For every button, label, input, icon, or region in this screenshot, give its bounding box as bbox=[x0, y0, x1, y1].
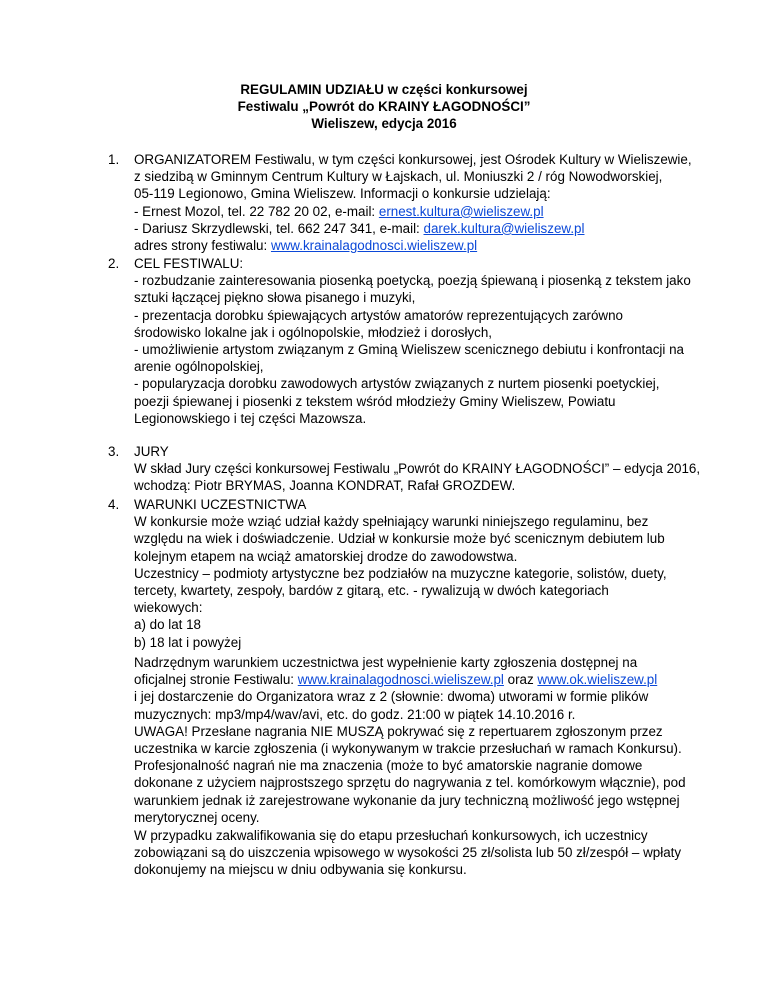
email-link-darek[interactable]: darek.kultura@wieliszew.pl bbox=[423, 220, 585, 236]
text-line: wiekowych: bbox=[134, 600, 203, 616]
text-line: merytorycznej oceny. bbox=[134, 809, 260, 825]
ok-website-link[interactable]: www.ok.wieliszew.pl bbox=[537, 672, 658, 688]
section-number: 2. bbox=[108, 256, 120, 271]
document-subtitle: Festiwalu „Powrót do KRAINY ŁAGODNOŚCI” bbox=[237, 99, 531, 114]
text-line: z siedzibą w Gminnym Centrum Kultury w Łajskach, ul. Moniuszki 2 / róg Nowodworskiej, bbox=[134, 169, 663, 185]
website-label: adres strony festiwalu: bbox=[134, 238, 271, 254]
website-line bbox=[134, 237, 714, 254]
text-line: środowisko lokalne jak i ogólnopolskie, młodzież i dorosłych, bbox=[134, 324, 493, 340]
document-edition: Wieliszew, edycja 2016 bbox=[311, 116, 457, 131]
text-line: b) 18 lat i powyżej bbox=[134, 634, 242, 650]
text-line: warunkiem jednak iż zarejestrowane wykonanie da jury techniczną możliwość jego wstępnej bbox=[134, 792, 680, 808]
text-line: Nadrzędnym warunkiem uczestnictwa jest wypełnienie karty zgłoszenia dostępnej na bbox=[134, 655, 638, 670]
email-link-ernest[interactable]: ernest.kultura@wieliszew.pl bbox=[378, 203, 544, 219]
text-line: W przypadku zakwalifikowania się do etapu przesłuchań konkursowych, ich uczestnicy bbox=[134, 828, 648, 843]
section-organizer bbox=[134, 151, 714, 254]
links-line bbox=[134, 671, 714, 688]
text-line: Profesjonalność nagrań nie ma znaczenia (może to być amatorskie nagranie domowe bbox=[134, 758, 643, 774]
text-line: sztuki łączącej piękno słowa pisanego i muzyki, bbox=[134, 290, 416, 306]
text-line: arenie ogólnopolskiej, bbox=[134, 359, 264, 375]
text-line: W konkursie może wziąć udział każdy spełniający warunki niniejszego regulaminu, bez bbox=[134, 514, 649, 530]
text-span: oficjalnej stronie Festiwalu: bbox=[134, 672, 298, 688]
text-line: tercety, kwartety, zespoły, bardów z gitarą, etc. - rywalizują w dwóch kategoriach bbox=[134, 583, 609, 599]
text-line: WARUNKI UCZESTNICTWA bbox=[134, 497, 307, 512]
contact-text: - Ernest Mozol, tel. 22 782 20 02, e-mail: bbox=[134, 203, 379, 219]
text-line: - umożliwienie artystom związanym z Gminą Wieliszew scenicznego debiutu i konfrontacji na bbox=[134, 342, 684, 358]
text-line: dokonane z użyciem najprostszego sprzętu do nagrywania z tel. komórkowym włącznie), pod bbox=[134, 775, 686, 791]
text-line: a) do lat 18 bbox=[134, 617, 201, 633]
text-line: wchodzą: Piotr BRYMAS, Joanna KONDRAT, Rafał GROZDEW. bbox=[134, 478, 516, 494]
section-conditions bbox=[134, 496, 714, 651]
text-line: poezji śpiewanej i piosenki z tekstem wśród młodzieży Gminy Wieliszew, Powiatu bbox=[134, 393, 616, 409]
text-line: uczestnika w karcie zgłoszenia (i wykonywanym w trakcie przesłuchań w ramach Konkursu). bbox=[134, 741, 682, 757]
text-line: kolejnym etapem na wciąż amatorskiej drodze do zawodowstwa. bbox=[134, 548, 518, 564]
text-span: oraz bbox=[503, 672, 538, 688]
section-number: 3. bbox=[108, 444, 120, 459]
contact-line bbox=[134, 220, 714, 237]
text-line: ORGANIZATOREM Festiwalu, w tym części konkursowej, jest Ośrodek Kultury w Wieliszewie, bbox=[134, 152, 692, 167]
text-line: JURY bbox=[134, 444, 169, 459]
festival-website-link[interactable]: www.krainalagodnosci.wieliszew.pl bbox=[270, 238, 478, 254]
contact-text: - Dariusz Skrzydlewski, tel. 662 247 341, e-mail: bbox=[134, 220, 424, 236]
conditions-paragraph-3 bbox=[134, 827, 714, 879]
text-line: względu na wiek i doświadczenie. Udział w konkursie może być scenicznym debiutem lub bbox=[134, 531, 665, 547]
section-jury bbox=[134, 443, 714, 495]
text-line: - rozbudzanie zainteresowania piosenką poetycką, poezją śpiewaną i piosenką z tekstem jako bbox=[134, 273, 691, 289]
text-line: dokonujemy na miejscu w dniu odbywania się konkursu. bbox=[134, 862, 467, 878]
text-line: CEL FESTIWALU: bbox=[134, 256, 244, 271]
text-line: Uczestnicy – podmioty artystyczne bez podziałów na muzyczne kategorie, solistów, duety, bbox=[134, 565, 667, 581]
text-line: W skład Jury części konkursowej Festiwalu „Powrót do KRAINY ŁAGODNOŚCI” – edycja 2016, bbox=[134, 461, 701, 477]
text-line: zobowiązani są do uiszczenia wpisowego w wysokości 25 zł/solista lub 50 zł/zespół – wpłaty bbox=[134, 845, 682, 861]
text-line: UWAGA! Przesłane nagrania NIE MUSZĄ pokrywać się z repertuarem zgłoszonym przez bbox=[134, 723, 663, 739]
text-line: muzycznych: mp3/mp4/wav/avi, etc. do godz. 21:00 w piątek 14.10.2016 r. bbox=[134, 706, 576, 722]
text-line: - prezentacja dorobku śpiewających artystów amatorów reprezentujących zarówno bbox=[134, 307, 623, 323]
document-title: REGULAMIN UDZIAŁU w części konkursowej bbox=[240, 82, 528, 97]
text-line: 05-119 Legionowo, Gmina Wieliszew. Informacji o konkursie udzielają: bbox=[134, 186, 551, 202]
festival-website-link[interactable]: www.krainalagodnosci.wieliszew.pl bbox=[297, 672, 504, 688]
conditions-paragraph-2 bbox=[134, 654, 714, 826]
text-line: i jej dostarczenie do Organizatora wraz z 2 (słownie: dwoma) utworami w formie plików bbox=[134, 689, 649, 705]
section-goals bbox=[134, 255, 714, 427]
section-number: 4. bbox=[108, 497, 120, 512]
section-number: 1. bbox=[108, 152, 120, 167]
text-line: - popularyzacja dorobku zawodowych artystów związanych z nurtem piosenki poetyckiej, bbox=[134, 376, 660, 392]
contact-line bbox=[134, 203, 714, 220]
text-line: Legionowskiego i tej części Mazowsza. bbox=[134, 410, 367, 426]
